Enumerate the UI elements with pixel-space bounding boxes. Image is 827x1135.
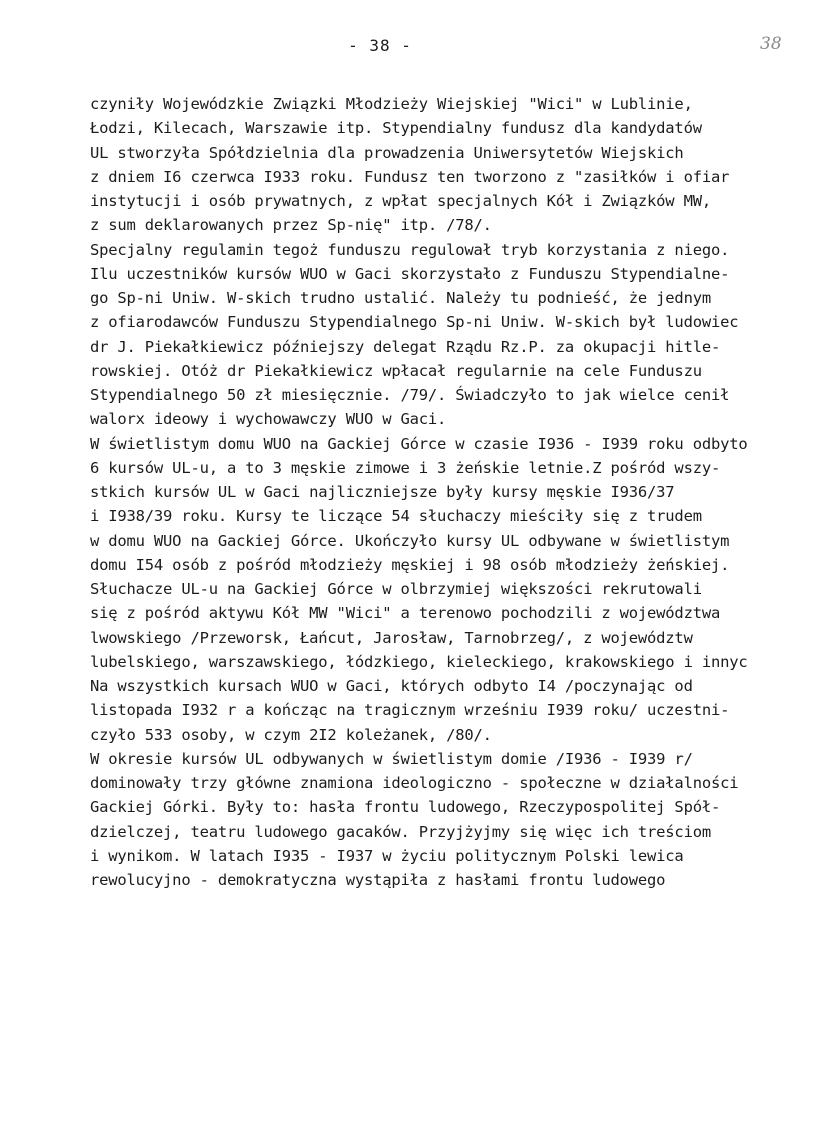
text-line: dominowały trzy główne znamiona ideologiczno - społeczne w działalności: [90, 774, 739, 792]
text-line: Łodzi, Kilecach, Warszawie itp. Stypendialny fundusz dla kandydatów: [90, 119, 702, 138]
text-line: czyło 533 osoby, w czym 2I2 koleżanek, /80/.: [90, 725, 492, 744]
text-line: lwowskiego /Przeworsk, Łańcut, Jarosław, Tarnobrzeg/, z województw: [90, 628, 693, 647]
text-line: domu I54 osób z pośród młodzieży męskiej i 98 osób młodzieży żeńskiej.: [90, 555, 730, 574]
text-line: W świetlistym domu WUO na Gackiej Górce w czasie I936 - I939 roku odbyto: [90, 434, 748, 453]
text-line: Stypendialnego 50 zł miesięcznie. /79/. Świadczyło to jak wielce cenił: [90, 386, 730, 404]
text-line: 6 kursów UL-u, a to 3 męskie zimowe i 3 żeńskie letnie.Z pośród wszy-: [90, 458, 721, 477]
text-line: i wynikom. W latach I935 - I937 w życiu politycznym Polski lewica: [90, 846, 684, 865]
text-line: Specjalny regulamin tegoż funduszu regulował tryb korzystania z niego.: [90, 240, 730, 259]
text-line: Na wszystkich kursach WUO w Gaci, których odbyto I4 /poczynając od: [90, 677, 693, 695]
text-line: rowskiej. Otóż dr Piekałkiewicz wpłacał regularnie na cele Funduszu: [90, 361, 702, 380]
text-line: Ilu uczestników kursów WUO w Gaci skorzystało z Funduszu Stypendialne-: [90, 264, 730, 283]
text-line: i I938/39 roku. Kursy te liczące 54 słuchaczy mieściły się z trudem: [90, 507, 702, 526]
text-line: w domu WUO na Gackiej Górce. Ukończyło kursy UL odbywane w świetlistym: [90, 531, 730, 550]
text-line: z sum deklarowanych przez Sp-nię" itp. /78/.: [90, 216, 492, 235]
text-line: dzielczej, teatru ludowego gacaków. Przyjżyjmy się więc ich treściom: [90, 822, 711, 841]
text-line: lubelskiego, warszawskiego, łódzkiego, kieleckiego, krakowskiego i innyc: [90, 652, 748, 671]
text-line: listopada I932 r a kończąc na tragicznym wrześniu I939 roku/ uczestni-: [90, 701, 730, 720]
text-line: instytucji i osób prywatnych, z wpłat specjalnych Kół i Związków MW,: [90, 192, 711, 210]
text-line: walorx ideowy i wychowawczy WUO w Gaci.: [90, 410, 447, 429]
text-line: Gackiej Górki. Były to: hasła frontu ludowego, Rzeczypospolitej Spół-: [90, 798, 721, 817]
text-line: W okresie kursów UL odbywanych w świetlistym domie /I936 - I939 r/: [90, 749, 693, 768]
text-line: UL stworzyła Spółdzielnia dla prowadzenia Uniwersytetów Wiejskich: [90, 143, 684, 162]
text-line: Słuchacze UL-u na Gackiej Górce w olbrzymiej większości rekrutowali: [90, 580, 702, 598]
text-line: z dniem I6 czerwca I933 roku. Fundusz ten tworzono z "zasiłków i ofiar: [90, 167, 730, 186]
text-line: dr J. Piekałkiewicz późniejszy delegat Rządu Rz.P. za okupacji hitle-: [90, 337, 721, 356]
text-line: go Sp-ni Uniw. W-skich trudno ustalić. Należy tu podnieść, że jednym: [90, 289, 711, 307]
page-number: - 38 -: [348, 36, 412, 55]
text-line: rewolucyjno - demokratyczna wystąpiła z hasłami frontu ludowego: [90, 871, 666, 889]
handwritten-page-number: 38: [760, 34, 782, 54]
text-line: stkich kursów UL w Gaci najliczniejsze były kursy męskie I936/37: [90, 483, 675, 501]
text-line: z ofiarodawców Funduszu Stypendialnego Sp-ni Uniw. W-skich był ludowiec: [90, 313, 739, 332]
text-line: się z pośród aktywu Kół MW "Wici" a terenowo pochodzili z województwa: [90, 604, 721, 623]
body-text: [90, 92, 827, 892]
text-line: czyniły Wojewódzkie Związki Młodzieży Wiejskiej "Wici" w Lublinie,: [90, 95, 693, 113]
